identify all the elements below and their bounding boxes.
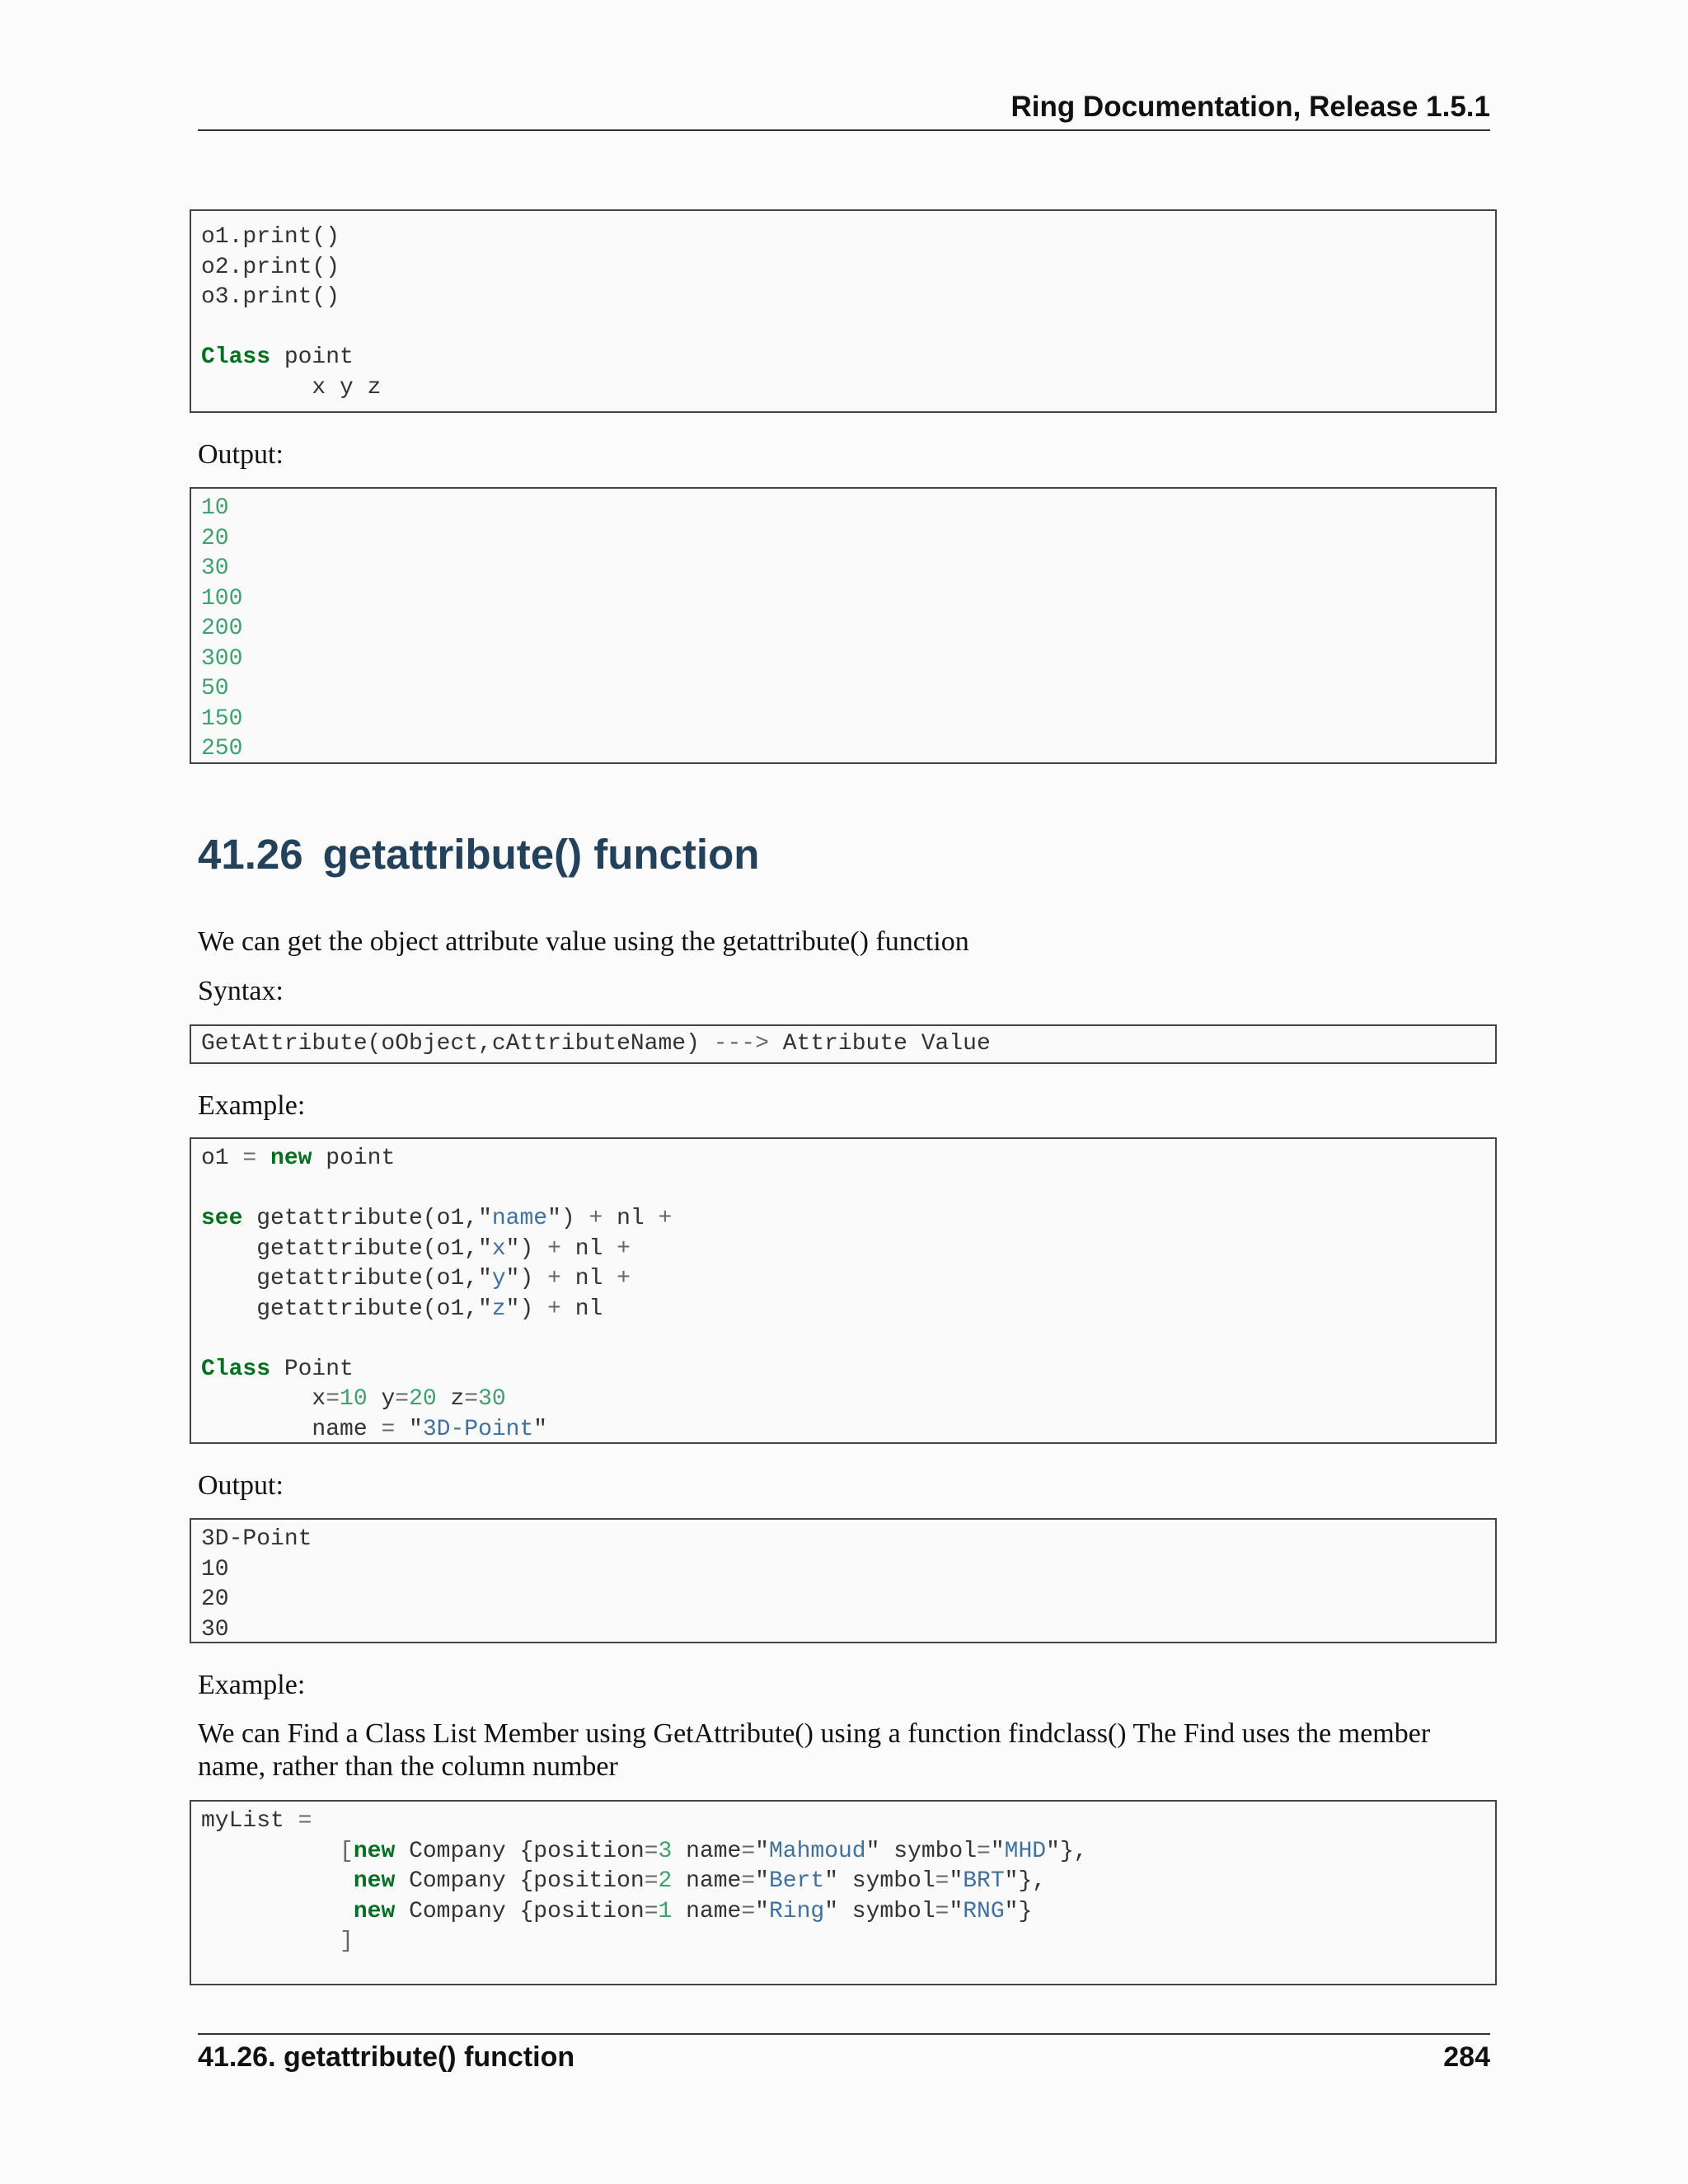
- output-line: 10: [201, 1556, 229, 1582]
- output-line: 200: [201, 616, 243, 641]
- output-block-numbers: [190, 487, 1497, 764]
- code-line: getattribute(o1,"y") + nl +: [201, 1266, 631, 1291]
- section-number: 41.26: [198, 831, 303, 878]
- syntax-line: GetAttribute(oObject,cAttributeName) ---> Attribute Value: [201, 1031, 991, 1057]
- code-line: getattribute(o1,"z") + nl: [201, 1296, 603, 1322]
- code-line: myList =: [201, 1808, 312, 1834]
- code-block-class-point: [190, 209, 1497, 413]
- code-line: o3.print(): [201, 284, 340, 310]
- code-line: o2.print(): [201, 254, 340, 280]
- output-line: 150: [201, 705, 243, 732]
- output-label-2: Output:: [198, 1470, 284, 1501]
- code-line: o1 = new point: [201, 1146, 396, 1171]
- running-header-title: Ring Documentation, Release 1.5.1: [1010, 91, 1490, 123]
- page-number: 284: [1443, 2041, 1490, 2073]
- page-footer: [198, 2041, 1490, 2074]
- code-block-mylist: [190, 1800, 1497, 1985]
- code-line: x=10 y=20 z=30: [201, 1386, 506, 1412]
- output-line: 100: [201, 585, 243, 612]
- syntax-code-block: [190, 1024, 1497, 1064]
- code-line: name = "3D-Point": [201, 1416, 548, 1442]
- output-line: 300: [201, 645, 243, 672]
- output-line: 3D-Point: [201, 1526, 312, 1552]
- code-line: see getattribute(o1,"name") + nl +: [201, 1206, 673, 1231]
- findclass-paragraph: We can Find a Class List Member using GetAttribute() using a function findclass() The Find uses the member name, rather than the column number: [198, 1718, 1431, 1782]
- section-heading: [198, 830, 759, 879]
- code-line: Class Point: [201, 1356, 354, 1382]
- output-block-3d-point: [190, 1518, 1497, 1643]
- code-line: ]: [340, 1929, 354, 1954]
- output-line: 30: [201, 1616, 229, 1643]
- code-line: Class point: [201, 344, 354, 370]
- code-line: [201, 313, 1485, 344]
- output-line: 50: [201, 676, 229, 701]
- intro-paragraph: We can get the object attribute value using the getattribute() function: [198, 926, 969, 957]
- example-label-2: Example:: [198, 1670, 306, 1700]
- syntax-label: Syntax:: [198, 976, 284, 1006]
- code-block-getattribute-example: [190, 1137, 1497, 1444]
- output-label-1: Output:: [198, 439, 284, 470]
- footer-section-title: 41.26. getattribute() function: [198, 2041, 575, 2073]
- code-line: new Company {position=1 name="Ring" symbol="RNG"}: [353, 1898, 1033, 1924]
- footer-rule: [198, 2033, 1490, 2035]
- output-line: 30: [201, 555, 229, 581]
- code-line: [201, 1174, 1485, 1205]
- output-line: 10: [201, 495, 229, 521]
- code-line: o1.print(): [201, 224, 340, 250]
- output-line: 250: [201, 736, 243, 762]
- header-rule: [198, 129, 1490, 131]
- code-line: getattribute(o1,"x") + nl +: [201, 1235, 631, 1262]
- section-title-text: getattribute() function: [322, 831, 760, 878]
- code-line: x y z: [201, 374, 382, 401]
- example-label-1: Example:: [198, 1090, 306, 1121]
- code-line: [new Company {position=3 name="Mahmoud" symbol="MHD"},: [340, 1838, 1088, 1864]
- code-line: [201, 1324, 1485, 1355]
- output-line: 20: [201, 1586, 229, 1612]
- output-line: 20: [201, 525, 229, 551]
- code-line: new Company {position=2 name="Bert" symbol="BRT"},: [353, 1868, 1047, 1894]
